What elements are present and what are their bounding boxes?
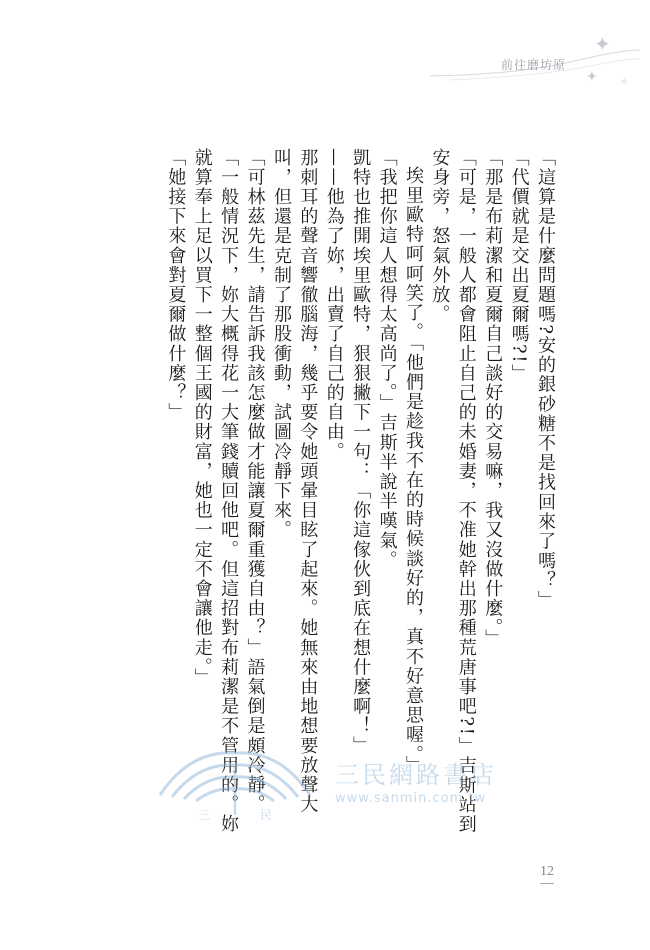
watermark-url: www.sanmin.com.tw <box>335 791 487 806</box>
paragraph: 「她接下來會對夏爾做什麼？」 <box>165 148 187 423</box>
paragraph: 那刺耳的聲音響徹腦海，幾乎要令她頭暈目眩了起來。她無來由地想要放聲大叫，但還是克制了那股衝動，試圖冷靜下來。 <box>270 148 319 815</box>
sparkle-star-icon: ✦ <box>594 32 611 56</box>
paragraph: 「代價就是交出夏爾嗎?!」 <box>508 148 530 384</box>
paragraph: 「可是，一般人都會阻止自己的未婚妻，不准她幹出那種荒唐事吧?!」吉斯站到安身旁，怒氣外放。 <box>429 148 477 835</box>
paragraph: 凱特也推開埃里歐特，狠狠撇下一句：「你這傢伙到底在想什麼啊！」 <box>350 148 372 756</box>
paragraph: 「這算是什麼問題嗎?安的銀砂糖不是找回來了嗎？」 <box>535 148 556 611</box>
paragraph: 「我把你這人想得太高尚了。」吉斯半說半嘆氣。 <box>376 148 398 571</box>
watermark-brand: 三民網路書店 <box>335 761 497 789</box>
paragraph: 埃里歐特呵呵笑了。「他們是趁我不在的時候談好的，真不好意思喔。」 <box>402 166 424 776</box>
paragraph: 「一般情況下，妳大概得花一大筆錢贖回他吧。但這招對布莉潔是不管用的。妳就算奉上足以買下一整個王國的財富，她也一定不會讓他走。」 <box>191 148 240 834</box>
running-head-title: 前往磨坊原 <box>501 58 567 72</box>
paragraph: ——他為了妳，出賣了自己的自由。 <box>323 148 345 462</box>
sparkle-star-icon: ✧ <box>620 77 629 88</box>
logo-char: 民 <box>260 808 273 822</box>
body-text <box>118 148 558 848</box>
page-number: 12 <box>540 864 554 884</box>
paragraph: 「可林茲先生，請告訴我該怎麼做才能讓夏爾重獲自由？」語氣倒是頗冷靜。 <box>244 148 266 815</box>
sparkle-star-icon: ✦ <box>586 69 598 85</box>
logo-char: 三 <box>198 808 211 822</box>
paragraph: 「那是布莉潔和夏爾自己談好的交易嘛，我又沒做什麼。」 <box>482 148 504 649</box>
